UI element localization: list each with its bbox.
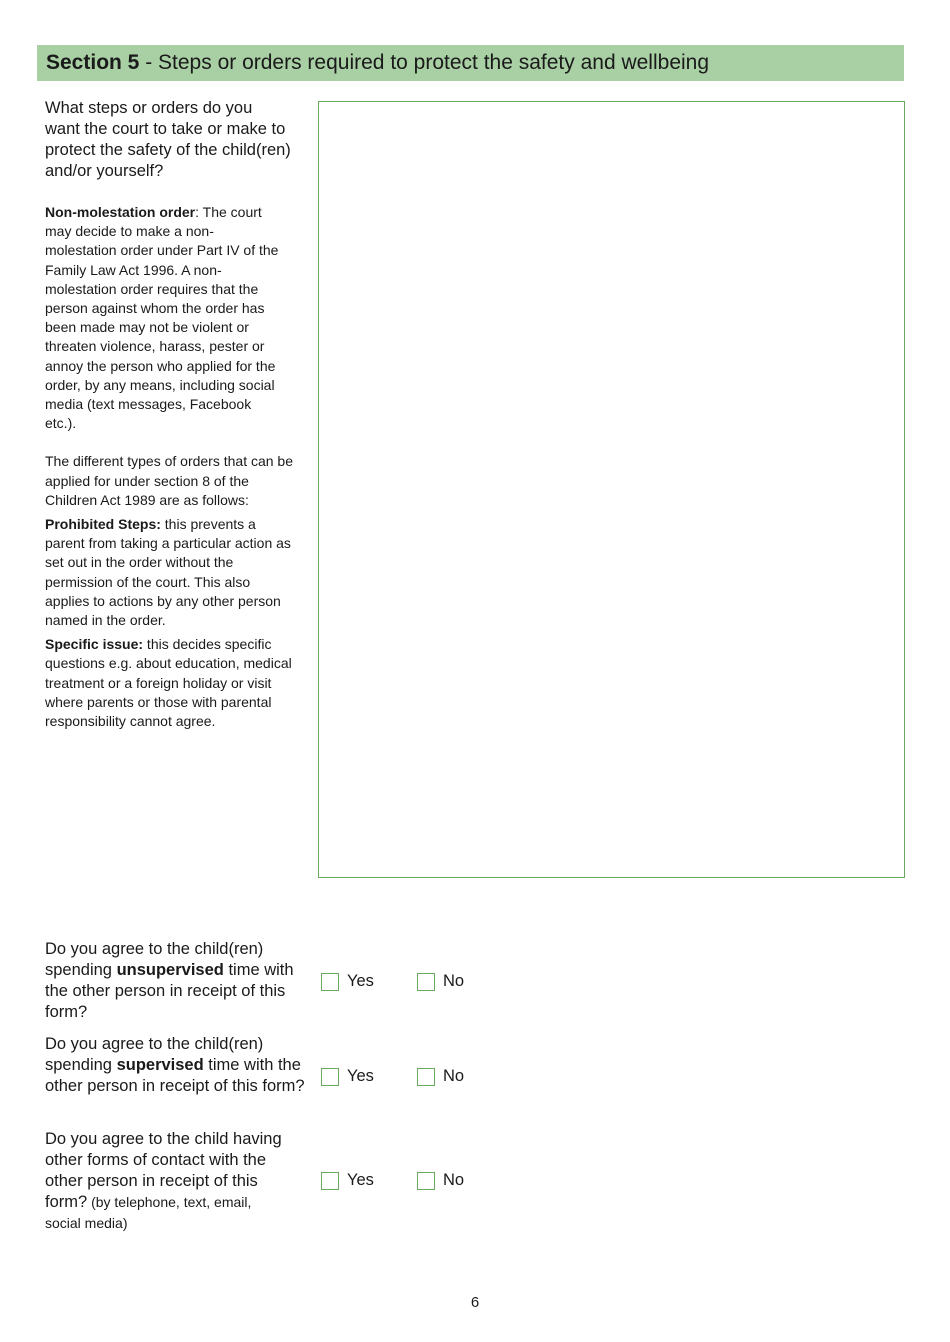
no-checkbox[interactable]	[417, 1172, 435, 1190]
question-text	[45, 1034, 305, 1097]
question-text-start: Do you agree to the child(ren) spending	[45, 940, 264, 979]
yes-option[interactable]	[321, 972, 374, 991]
yes-label: Yes	[347, 972, 374, 990]
specific-issue-text: this decides specific questions e.g. about education, medical treatment or a foreign holiday or visit where parents or those with parental responsibility cannot agree.	[45, 636, 292, 730]
yes-checkbox[interactable]	[321, 973, 339, 991]
non-molestation-text: : The court may decide to make a non-molestation order under Part IV of the Family Law Act 1996. A non-molestation order requires that the person against whom the order has been made may not be violent or threaten violence, harass, pester or annoy the person who applied for the order, by any means, including social media (text messages, Facebook etc.).	[45, 204, 279, 432]
no-option[interactable]	[417, 972, 464, 991]
guidance-column	[45, 98, 300, 731]
question-text-end: time with the other person in receipt of this form?	[45, 1056, 305, 1095]
section8-intro: The different types of orders that can be applied for under section 8 of the Children Act 1989 are as follows:	[45, 453, 294, 508]
steps-orders-answer-field[interactable]	[318, 101, 905, 878]
yes-label: Yes	[347, 1171, 374, 1189]
yes-label: Yes	[347, 1067, 374, 1085]
no-label: No	[443, 1171, 465, 1189]
question-supervised	[45, 1034, 515, 1097]
question-text	[45, 1129, 290, 1234]
question-text-end: time with the other person in receipt of this form?	[45, 961, 294, 1021]
no-checkbox[interactable]	[417, 1068, 435, 1086]
non-molestation-help	[45, 203, 285, 433]
section-header	[37, 45, 904, 81]
main-question-line: and/or yourself?	[45, 162, 164, 180]
question-emphasis: supervised	[116, 1056, 204, 1074]
section-title: - Steps or orders required to protect the safety and wellbeing	[139, 51, 710, 74]
question-note: (by telephone, text, email, social media)	[45, 1194, 252, 1231]
yes-checkbox[interactable]	[321, 1068, 339, 1086]
question-text	[45, 939, 305, 1023]
no-option[interactable]	[417, 1171, 464, 1190]
question-unsupervised	[45, 939, 515, 1023]
main-question-line: What steps or orders do you	[45, 99, 253, 117]
prohibited-steps-text: this prevents a parent from taking a particular action as set out in the order without the permission of the court. This also applies to actions by any other person named in the order.	[45, 516, 291, 629]
section-label: Section 5	[46, 51, 140, 74]
question-text-start: Do you agree to the child(ren) spending	[45, 1035, 264, 1074]
main-question-line: want the court to take or make to	[45, 120, 286, 138]
no-label: No	[443, 972, 465, 990]
yes-option[interactable]	[321, 1171, 374, 1190]
non-molestation-label: Non-molestation order	[45, 204, 196, 220]
page-number: 6	[470, 1294, 480, 1311]
prohibited-steps-label: Prohibited Steps:	[45, 516, 161, 533]
yes-checkbox[interactable]	[321, 1172, 339, 1190]
specific-issue-help	[45, 635, 300, 731]
specific-issue-label: Specific issue:	[45, 636, 144, 653]
question-other-contact	[45, 1129, 515, 1234]
question-emphasis: unsupervised	[116, 961, 224, 979]
prohibited-steps-help	[45, 515, 297, 630]
no-option[interactable]	[417, 1067, 464, 1086]
question-text-start: Do you agree to the child having other forms of contact with the other person in receipt of this form?	[45, 1130, 282, 1211]
no-label: No	[443, 1067, 465, 1085]
no-checkbox[interactable]	[417, 973, 435, 991]
yes-option[interactable]	[321, 1067, 374, 1086]
main-question-line: protect the safety of the child(ren)	[45, 141, 291, 159]
main-question	[45, 98, 300, 182]
